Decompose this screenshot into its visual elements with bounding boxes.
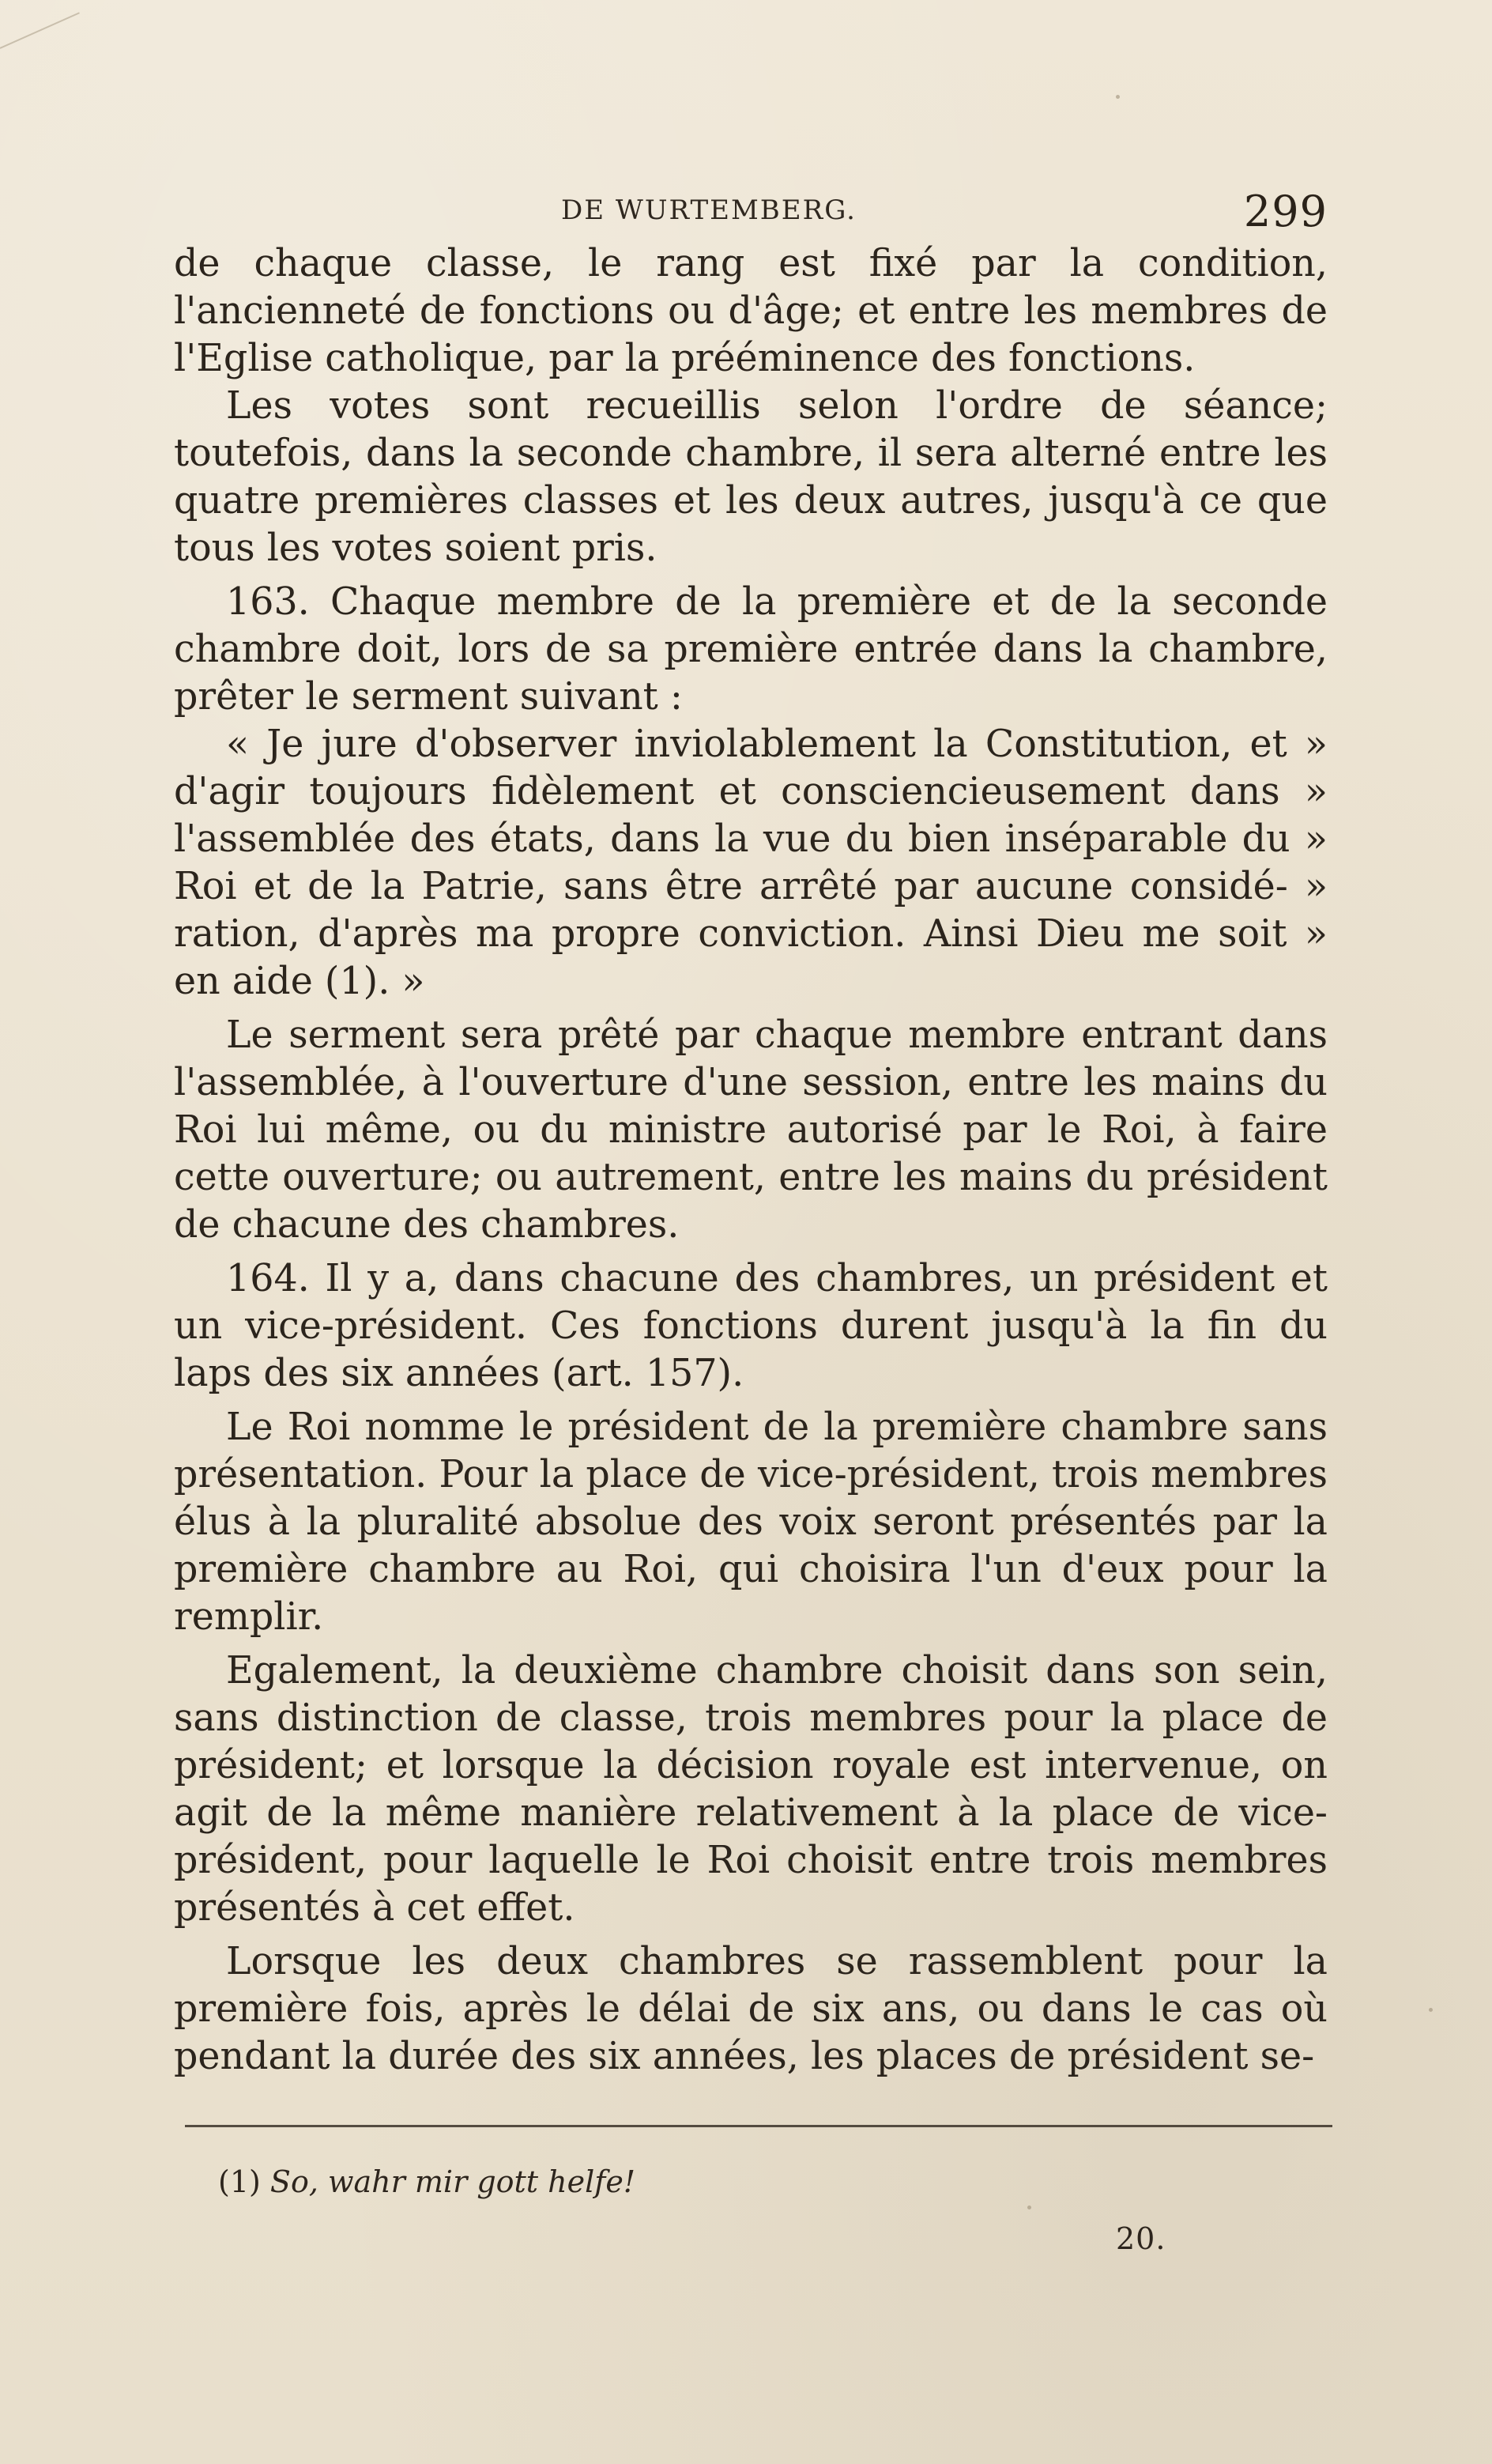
- signature-mark: 20.: [1116, 2221, 1166, 2256]
- oath-quote: « Je jure d'observer inviolablement la Constitution, et » d'agir toujours fidèlement et consciencieusement dans » l'assemblée des états, dans la vue du bien inséparable du » Roi et de la Patrie, sans être arrêté par aucune considé- » ration, d'après ma propre conviction. Ainsi Dieu me soit » en aide (1). »: [174, 723, 1328, 1003]
- paragraph-votes: Les votes sont recueillis selon l'ordre de séance; toutefois, dans la seconde chambre, il sera alterné entre les quatre premières classes et les deux autres, jusqu'à ce que tous les votes soient pris.: [174, 384, 1328, 570]
- paragraph-oath-procedure: Le serment sera prêté par chaque membre entrant dans l'assemblée, à l'ouverture d'une session, entre les mains du Roi lui même, ou du ministre autorisé par le Roi, à faire cette ouverture; ou autrement, entre les mains du président de chacune des chambres.: [174, 1013, 1328, 1247]
- running-head: [174, 187, 1328, 245]
- paper-speck: [1429, 2008, 1433, 2012]
- article-163: 163. Chaque membre de la première et de la seconde chambre doit, lors de sa première entrée dans la chambre, prêter le serment suivant :: [174, 580, 1328, 719]
- article-164: 164. Il y a, dans chacune des chambres, un président et un vice-président. Ces fonctions durent jusqu'à la fin du laps des six années (art. 157).: [174, 1257, 1328, 1395]
- paragraph-second-chamber: Egalement, la deuxième chambre choisit dans son sein, sans distinction de classe, trois membres pour la place de président; et lorsque la décision royale est intervenue, on agit de la même manière relativement à la place de vice-président, pour laquelle le Roi choisit entre trois membres présentés à cet effet.: [174, 1649, 1328, 1930]
- paper-speck: [1027, 2206, 1031, 2209]
- page-number: 299: [1243, 187, 1328, 236]
- paragraph-king-nominates: Le Roi nomme le président de la première chambre sans présentation. Pour la place de vice-président, trois membres élus à la pluralité absolue des voix seront présentés par la première chambre au Roi, qui choisira l'un d'eux pour la remplir.: [174, 1406, 1328, 1639]
- paragraph-continuation: de chaque classe, le rang est fixé par la condition, l'ancienneté de fonctions ou d'âge; et entre les membres de l'Eglise catholique, par la prééminence des fonctions.: [174, 242, 1328, 380]
- footnote-text: So, wahr mir gott helfe!: [269, 2164, 636, 2199]
- running-title: DE WURTEMBERG.: [561, 194, 857, 226]
- footnote-rule: [185, 2125, 1332, 2127]
- footnote: [218, 2164, 635, 2199]
- page-corner-mark: [0, 12, 80, 49]
- paper-speck: [1116, 95, 1120, 99]
- body-text: [174, 240, 1328, 2081]
- footnote-marker: (1): [218, 2164, 261, 2199]
- paragraph-reassembly: Lorsque les deux chambres se rassemblent pour la première fois, après le délai de six ans, ou dans le cas où pendant la durée des six années, les places de président se-: [174, 1940, 1328, 2078]
